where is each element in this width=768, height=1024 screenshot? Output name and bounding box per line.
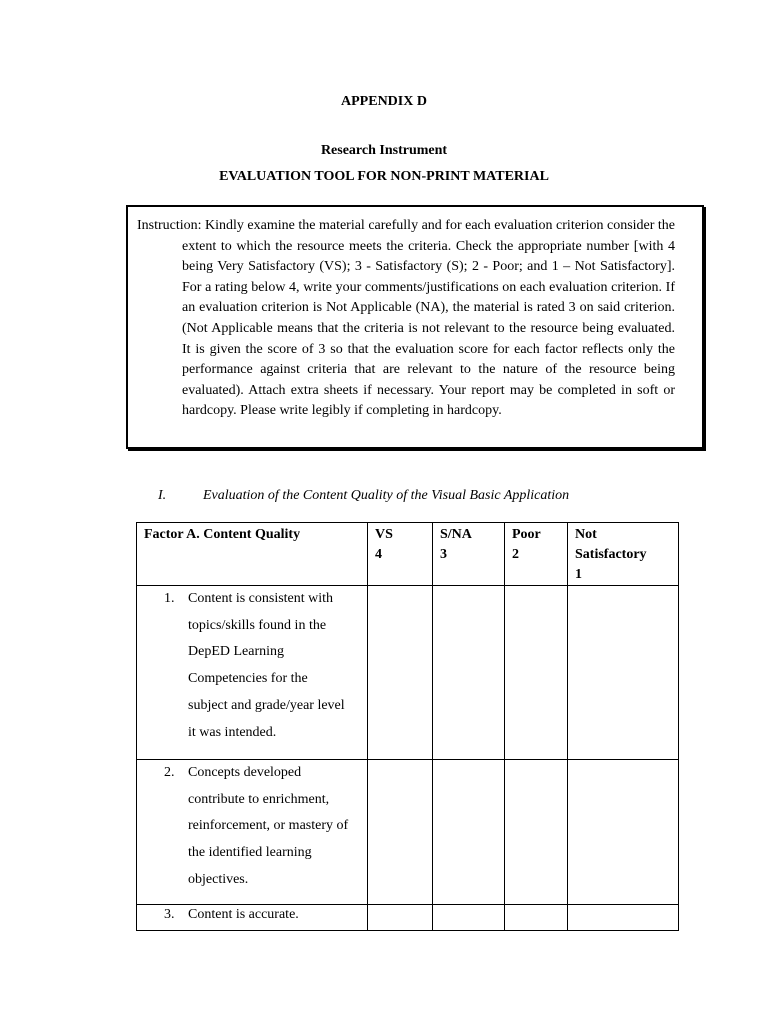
header-s-na xyxy=(433,523,505,586)
rating-cell-poor[interactable] xyxy=(505,586,568,760)
instruction-text: Instruction: Kindly examine the material carefully and for each evaluation criterion consider the extent to which the resource meets the criteria. Check the appropriate number [with 4 being Very Satisfactory (VS); 3 - Satisfactory (S); 2 - Poor; and 1 – Not Satisfactory]. For a rating below 4, write your comments/justifications on each evaluation criterion. If an evaluation criterion is Not Applicable (NA), the material is rated 3 on said criterion. (Not Applicable means that the criteria is not relevant to the resource being evaluated. It is given the score of 3 so that the evaluation score for each factor reflects only the performance against criteria that are relevant to the nature of the resource being evaluated). Attach extra sheets if necessary. Your report may be completed in soft or hardcopy. Please write legibly if completing in hardcopy. xyxy=(137,218,676,419)
table-row xyxy=(137,586,679,760)
criterion-number: 1. xyxy=(164,591,175,606)
rating-cell-vs[interactable] xyxy=(368,760,433,905)
criterion-line: the identified learning xyxy=(188,845,312,861)
appendix-label: APPENDIX D xyxy=(341,94,427,109)
rating-cell-s-na[interactable] xyxy=(433,586,505,760)
criterion-cell xyxy=(137,760,368,905)
rating-cell-vs[interactable] xyxy=(368,905,433,931)
header-s-na-score: 3 xyxy=(440,547,447,562)
rating-cell-poor[interactable] xyxy=(505,905,568,931)
header-satisfactory-label: Satisfactory xyxy=(575,547,647,562)
header-factor-label: Factor A. Content Quality xyxy=(144,527,301,542)
criterion-line: Content is consistent with xyxy=(188,591,334,606)
criterion-cell xyxy=(137,586,368,760)
table-row xyxy=(137,760,679,905)
criterion-line: Competencies for the xyxy=(188,671,308,687)
criterion-line: objectives. xyxy=(188,871,249,887)
evaluation-table xyxy=(136,522,679,931)
header-not-satisfactory-score: 1 xyxy=(575,567,582,582)
header-not-label: Not xyxy=(575,527,597,542)
page-title: EVALUATION TOOL FOR NON-PRINT MATERIAL xyxy=(219,169,549,184)
instruction-box xyxy=(126,205,704,449)
criterion-line: reinforcement, or mastery of xyxy=(188,818,349,834)
header-poor xyxy=(505,523,568,586)
header-vs-score: 4 xyxy=(375,547,382,562)
criterion-line: contribute to enrichment, xyxy=(188,791,330,807)
header-s-na-label: S/NA xyxy=(440,527,472,542)
header-poor-label: Poor xyxy=(512,527,541,542)
table-header-row xyxy=(137,523,679,586)
criterion-line: topics/skills found in the xyxy=(188,617,327,633)
header-factor xyxy=(137,523,368,586)
rating-cell-s-na[interactable] xyxy=(433,905,505,931)
rating-cell-vs[interactable] xyxy=(368,586,433,760)
header-vs xyxy=(368,523,433,586)
criterion-line: it was intended. xyxy=(188,724,277,740)
section-number: I. xyxy=(158,488,167,503)
rating-cell-not-satisfactory[interactable] xyxy=(568,586,679,760)
criterion-number: 3. xyxy=(164,907,175,922)
rating-cell-poor[interactable] xyxy=(505,760,568,905)
criterion-line: DepED Learning xyxy=(188,644,285,660)
criterion-line: Content is accurate. xyxy=(188,907,299,922)
criterion-line: subject and grade/year level xyxy=(188,697,345,713)
rating-cell-s-na[interactable] xyxy=(433,760,505,905)
rating-cell-not-satisfactory[interactable] xyxy=(568,905,679,931)
page-subtitle: Research Instrument xyxy=(320,143,448,158)
table-row xyxy=(137,905,679,931)
header-vs-label: VS xyxy=(375,527,393,542)
criterion-line: Concepts developed xyxy=(188,765,302,780)
section-title: Evaluation of the Content Quality of the Visual Basic Application xyxy=(203,488,570,503)
criterion-number: 2. xyxy=(164,765,175,780)
header-not-satisfactory xyxy=(568,523,679,586)
header-poor-score: 2 xyxy=(512,547,519,562)
criterion-cell xyxy=(137,905,368,931)
rating-cell-not-satisfactory[interactable] xyxy=(568,760,679,905)
